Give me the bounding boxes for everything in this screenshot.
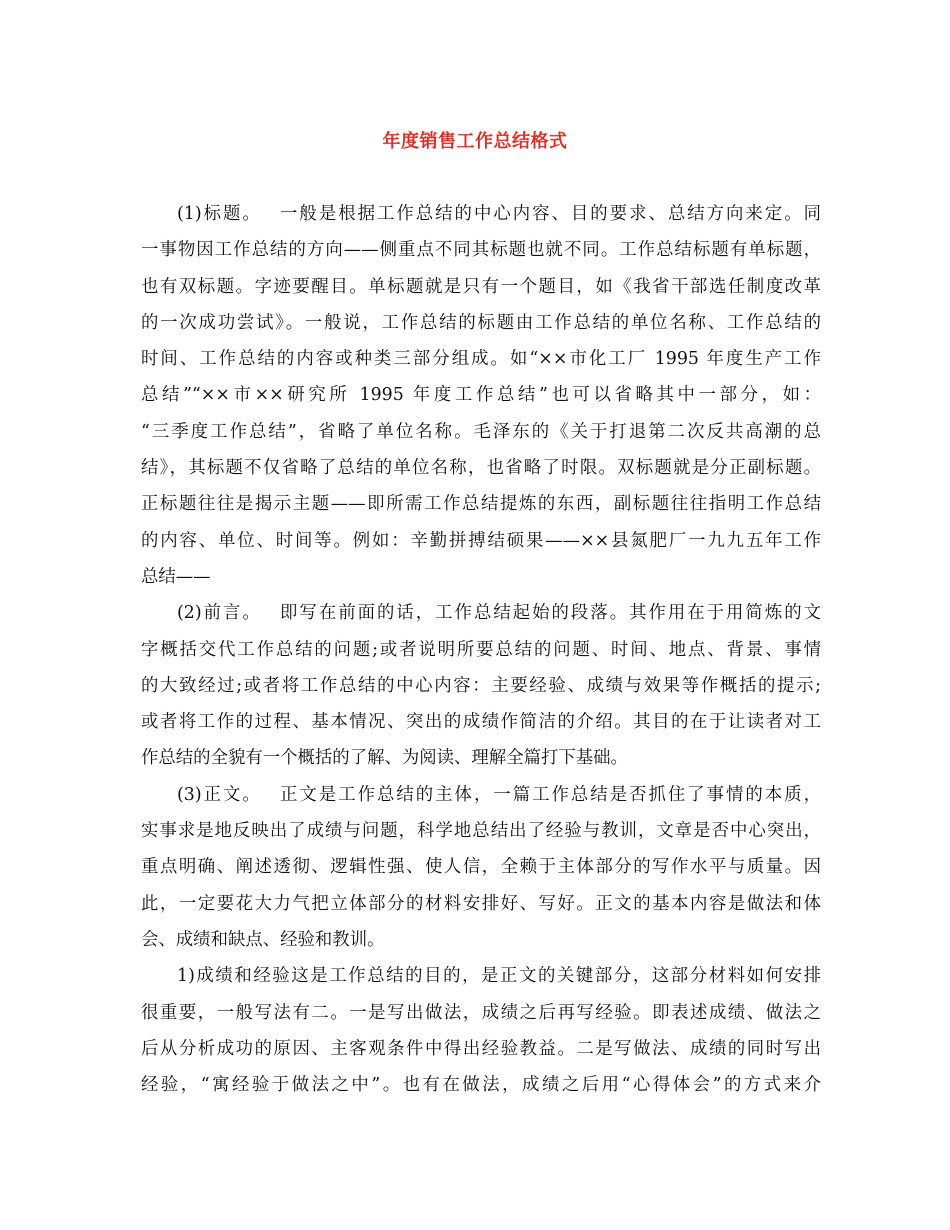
text-line: (3)正文。 正文是工作总结的主体，一篇工作总结是否抓住了事情的本质， [177, 784, 821, 805]
text-line: 总结”“××市××研究所 1995 年度工作总结”也可以省略其中一部分，如： [141, 385, 821, 406]
text-line: 后从分析成功的原因、主客观条件中得出经验教益。二是写做法、成绩的同时写出 [141, 1038, 821, 1059]
document-body [141, 196, 821, 1103]
text-line: 字概括交代工作总结的问题;或者说明所要总结的问题、时间、地点、背景、事情 [141, 639, 821, 660]
text-line: 的一次成功尝试》。一般说，工作总结的标题由工作总结的单位名称、工作总结的 [141, 312, 821, 333]
text-line: 结》，其标题不仅省略了总结的单位名称，也省略了时限。双标题就是分正副标题。 [141, 458, 821, 479]
text-line: 也有双标题。字迹要醒目。单标题就是只有一个题目，如《我省干部选任制度改革 [141, 276, 821, 297]
text-line: 此，一定要花大力气把立体部分的材料安排好、写好。正文的基本内容是做法和体 [141, 893, 821, 914]
text-line: 一事物因工作总结的方向——侧重点不同其标题也就不同。工作总结标题有单标题， [141, 240, 821, 261]
text-line: 会、成绩和缺点、经验和教训。 [141, 929, 385, 950]
document-title: 年度销售工作总结格式 [382, 131, 568, 152]
text-line: 时间、工作总结的内容或种类三部分组成。如“××市化工厂 1995 年度生产工作 [141, 349, 821, 370]
text-line: 的内容、单位、时间等。例如：辛勤拼搏结硕果——××县氮肥厂一九九五年工作 [141, 530, 821, 551]
text-line: 重点明确、阐述透彻、逻辑性强、使人信，全赖于主体部分的写作水平与质量。因 [141, 857, 821, 878]
text-line: (1)标题。 一般是根据工作总结的中心内容、目的要求、总结方向来定。同 [177, 204, 821, 224]
text-line: 正标题往往是揭示主题——即所需工作总结提炼的东西，副标题往往指明工作总结 [141, 494, 821, 515]
text-line: (2)前言。 即写在前面的话，工作总结起始的段落。其作用在于用简炼的文 [177, 603, 821, 624]
text-line: 1)成绩和经验这是工作总结的目的，是正文的关键部分，这部分材料如何安排 [177, 966, 821, 987]
text-line: 总结—— [141, 566, 211, 587]
text-line: 或者将工作的过程、基本情况、突出的成绩作简洁的介绍。其目的在于让读者对工 [141, 712, 821, 733]
text-line: 实事求是地反映出了成绩与问题，科学地总结出了经验与教训，文章是否中心突出， [141, 821, 821, 842]
text-line: 的大致经过;或者将工作总结的中心内容：主要经验、成绩与效果等作概括的提示; [141, 675, 821, 696]
text-line: 很重要，一般写法有二。一是写出做法，成绩之后再写经验。即表述成绩、做法之 [141, 1002, 821, 1023]
text-line: 经验，“寓经验于做法之中”。也有在做法，成绩之后用“心得体会”的方式来介 [141, 1075, 821, 1096]
text-line: 作总结的全貌有一个概括的了解、为阅读、理解全篇打下基础。 [141, 748, 628, 769]
text-line: “三季度工作总结”，省略了单位名称。毛泽东的《关于打退第二次反共高潮的总 [141, 421, 821, 442]
